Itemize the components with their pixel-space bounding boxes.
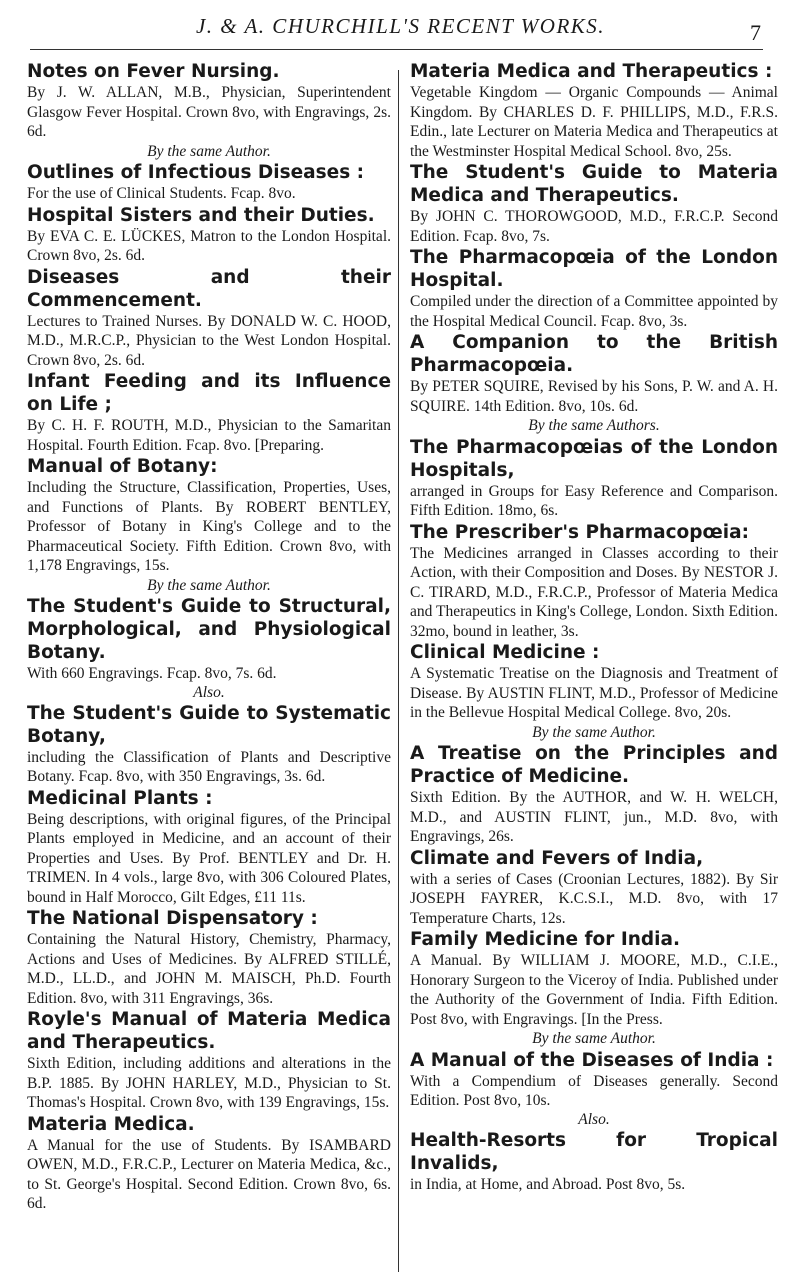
book-description: By PETER SQUIRE, Revised by his Sons, P. W. and A. H. SQUIRE. 14th Edition. 8vo, 10s. 6d.	[410, 378, 778, 415]
column-divider	[398, 70, 399, 1272]
left-column	[27, 60, 391, 1214]
book-entry	[410, 161, 778, 246]
book-description: Lectures to Trained Nurses. By DONALD W. C. HOOD, M.D., M.R.C.P., Physician to the West London Hospital. Crown 8vo, 2s. 6d.	[27, 312, 391, 369]
book-entry	[410, 521, 778, 642]
author-note-text: By the same Author.	[147, 142, 271, 160]
book-title: The Pharmacopœia of the London Hospital.	[410, 247, 778, 291]
author-note	[410, 1029, 778, 1049]
book-entry	[27, 370, 391, 455]
page-number: 7	[750, 20, 761, 45]
book-description: By J. W. ALLAN, M.B., Physician, Superintendent Glasgow Fever Hospital. Crown 8vo, with Engravings, 2s. 6d.	[27, 84, 391, 140]
book-description: With 660 Engravings. Fcap. 8vo, 7s. 6d.	[27, 665, 277, 682]
book-description: including the Classification of Plants and Descriptive Botany. Fcap. 8vo, with 350 Engravings, 3s. 6d.	[27, 748, 391, 785]
book-entry	[27, 161, 391, 204]
book-entry	[27, 787, 391, 908]
book-title: Health-Resorts for Tropical Invalids,	[410, 1129, 778, 1174]
book-description: By JOHN C. THOROWGOOD, M.D., F.R.C.P. Second Edition. Fcap. 8vo, 7s.	[410, 208, 778, 245]
book-title: Notes on Fever Nursing.	[27, 61, 280, 82]
book-entry	[410, 60, 778, 161]
book-title: The Student's Guide to Materia Medica and Therapeutics.	[410, 162, 778, 206]
book-entry	[410, 436, 778, 521]
also-note	[410, 1111, 778, 1129]
author-note-text: By the same Author.	[147, 576, 271, 594]
book-entry	[410, 847, 778, 929]
book-description: Including the Structure, Classification, Properties, Uses, and Functions of Plants. By ROBERT BENTLEY, Professor of Botany in King's College and to the Pharmaceutical Society. Fifth Edition. Crown 8vo, with 1,178 Engravings, 15s.	[27, 479, 391, 574]
book-entry	[410, 641, 778, 723]
book-entry	[27, 702, 391, 787]
book-description: Sixth Edition, including additions and alterations in the B.P. 1885. By JOHN HARLEY, M.D., Physician to St. Thomas's Hospital. Crown 8vo, with 139 Engravings, 15s.	[27, 1055, 391, 1111]
also-note	[27, 684, 391, 702]
book-description: arranged in Groups for Easy Reference and Comparison. Fifth Edition. 18mo, 6s.	[410, 482, 778, 519]
author-note-text: By the same Author.	[532, 723, 656, 741]
book-entry	[410, 331, 778, 416]
author-note-text: By the same Author.	[532, 1030, 656, 1047]
author-note	[410, 416, 778, 436]
book-description: Compiled under the direction of a Committee appointed by the Hospital Medical Council. Fcap. 8vo, 3s.	[410, 293, 778, 330]
book-entry	[410, 928, 778, 1029]
book-entry	[410, 742, 778, 847]
book-entry	[410, 246, 778, 331]
page-header	[20, 8, 781, 48]
book-title: Outlines of Infectious Diseases :	[27, 162, 365, 183]
book-entry	[410, 1049, 778, 1111]
book-entry	[27, 595, 391, 684]
book-entry	[27, 907, 391, 1008]
book-entry	[410, 1129, 778, 1195]
book-description: For the use of Clinical Students. Fcap. 8vo.	[27, 185, 296, 202]
book-entry	[27, 455, 391, 576]
book-title: Clinical Medicine :	[410, 642, 600, 663]
book-description: Containing the Natural History, Chemistry, Pharmacy, Actions and Uses of Medicines. By ALFRED STILLÉ, M.D., LL.D., and JOHN M. MAISCH, Ph.D. Fourth Edition. 8vo, with 311 Engravings, 36s.	[27, 931, 391, 1007]
book-entry	[27, 1008, 391, 1113]
book-description: with a series of Cases (Croonian Lectures, 1882). By Sir JOSEPH FAYRER, K.C.S.I., M.D. 8vo, with 17 Temperature Charts, 12s.	[410, 870, 778, 927]
book-title: Materia Medica.	[27, 1113, 195, 1135]
book-description: A Systematic Treatise on the Diagnosis and Treatment of Disease. By AUSTIN FLINT, M.D., Professor of Medicine in the Bellevue Hospital Medical College. 8vo, 20s.	[410, 665, 778, 721]
book-entry	[27, 266, 391, 371]
author-note	[27, 142, 391, 162]
right-column	[410, 60, 778, 1194]
book-title: Hospital Sisters and their Duties.	[27, 204, 375, 226]
book-title: The Student's Guide to Systematic Botany,	[27, 702, 391, 747]
header-rule	[30, 49, 763, 50]
book-entry	[27, 60, 391, 142]
book-title: Infant Feeding and its Influence on Life ;	[27, 371, 391, 415]
book-description: With a Compendium of Diseases generally. Second Edition. Post 8vo, 10s.	[410, 1072, 778, 1109]
book-title: A Manual of the Diseases of India :	[410, 1049, 774, 1071]
book-description: Sixth Edition. By the AUTHOR, and W. H. WELCH, M.D., and AUSTIN FLINT, jun., M.D. 8vo, with Engravings, 26s.	[410, 789, 778, 845]
book-entry	[27, 1113, 391, 1214]
author-note-text: By the same Authors.	[528, 417, 660, 434]
book-description: Being descriptions, with original figures, of the Principal Plants employed in Medicine, and an account of their Properties and Uses. By Prof. BENTLEY and Dr. H. TRIMEN. In 4 vols., large 8vo, with 306 Coloured Plates, bound in Half Morocco, Gilt Edges, £11 11s.	[27, 810, 391, 906]
book-description: By EVA C. E. LÜCKES, Matron to the London Hospital. Crown 8vo, 2s. 6d.	[27, 227, 391, 264]
author-note	[410, 723, 778, 743]
also-text: Also.	[578, 1110, 610, 1128]
book-title: Materia Medica and Therapeutics :	[410, 61, 773, 82]
author-note	[27, 576, 391, 596]
book-description: The Medicines arranged in Classes according to their Action, with their Composition and Doses. By NESTOR J. C. TIRARD, M.D., F.R.C.P., Professor of Materia Medica and Therapeutics in King's College, London. Sixth Edition. 32mo, bound in leather, 3s.	[410, 544, 778, 640]
book-title: Royle's Manual of Materia Medica and Therapeutics.	[27, 1009, 391, 1053]
book-title: Climate and Fevers of India,	[410, 847, 704, 869]
book-title: The Prescriber's Pharmacopœia:	[410, 521, 749, 543]
book-title: A Treatise on the Principles and Practice of Medicine.	[410, 743, 778, 787]
book-description: By C. H. F. ROUTH, M.D., Physician to the Samaritan Hospital. Fourth Edition. Fcap. 8vo. [Preparing.	[27, 417, 391, 454]
book-title: Medicinal Plants :	[27, 787, 213, 809]
book-title: The Student's Guide to Structural, Morphological, and Physiological Botany.	[27, 596, 391, 663]
book-title: A Companion to the British Pharmacopœia.	[410, 332, 778, 376]
also-text: Also.	[193, 683, 225, 701]
book-title: The National Dispensatory :	[27, 908, 318, 929]
running-title: J. & A. CHURCHILL'S RECENT WORKS.	[195, 14, 606, 38]
book-description: A Manual. By WILLIAM J. MOORE, M.D., C.I.E., Honorary Surgeon to the Viceroy of India. Published under the Authority of the Government of India. Fifth Edition. Post 8vo, with Engravings. [In the Press.	[410, 952, 778, 1028]
book-title: Family Medicine for India.	[410, 929, 680, 950]
book-title: Manual of Botany:	[27, 456, 218, 477]
book-title: Diseases and their Commencement.	[27, 266, 391, 311]
book-description: A Manual for the use of Students. By ISAMBARD OWEN, M.D., F.R.C.P., Lecturer on Materia Medica, &c., to St. George's Hospital. Second Edition. Crown 8vo, 6s. 6d.	[27, 1136, 391, 1212]
book-entry	[27, 204, 391, 266]
book-description: in India, at Home, and Abroad. Post 8vo, 5s.	[410, 1175, 686, 1193]
book-description: Vegetable Kingdom — Organic Compounds — Animal Kingdom. By CHARLES D. F. PHILLIPS, M.D., F.R.S. Edin., late Lecturer on Materia Medica and Therapeutics at the Westminster Hospital Medical School. 8vo, 25s.	[410, 84, 778, 160]
book-title: The Pharmacopœias of the London Hospitals,	[410, 436, 778, 481]
